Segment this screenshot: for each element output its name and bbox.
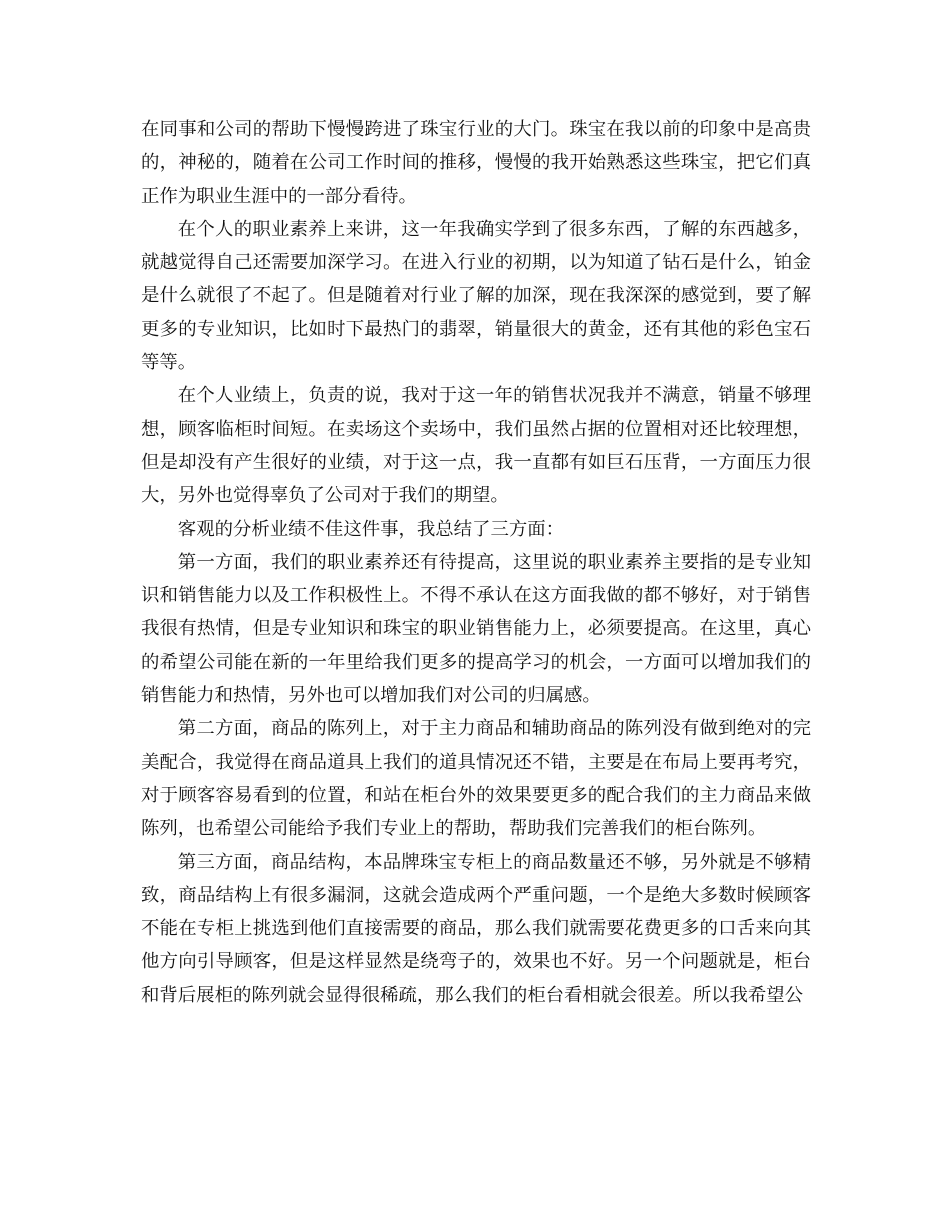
- paragraph-7: 第三方面，商品结构，本品牌珠宝专柜上的商品数量还不够，另外就是不够精致，商品结构上有很多漏洞，这就会造成两个严重问题，一个是绝大多数时候顾客不能在专柜上挑选到他们直接需要的商品，那么我们就需要花费更多的口舌来向其他方向引导顾客，但是这样显然是绕弯子的，效果也不好。另一个问题就是，柜台和背后展柜的陈列就会显得很稀疏，那么我们的柜台看相就会很差。所以我希望公: [141, 851, 811, 1006]
- paragraph-2: 在个人的职业素养上来讲，这一年我确实学到了很多东西，了解的东西越多，就越觉得自己还需要加深学习。在进入行业的初期，以为知道了钻石是什么，铂金是什么就很了不起了。但是随着对行业了解的加深，现在我深深的感觉到，要了解更多的专业知识，比如时下最热门的翡翠，销量很大的黄金，还有其他的彩色宝石等等。: [141, 218, 811, 374]
- paragraph-5: 第一方面，我们的职业素养还有待提高，这里说的职业素养主要指的是专业知识和销售能力以及工作积极性上。不得不承认在这方面我做的都不够好，对于销售我很有热情，但是专业知识和珠宝的职业销售能力上，必须要提高。在这里，真心的希望公司能在新的一年里给我们更多的提高学习的机会，一方面可以增加我们的销售能力和热情，另外也可以增加我们对公司的归属感。: [141, 551, 811, 707]
- paragraph-6: 第二方面，商品的陈列上，对于主力商品和辅助商品的陈列没有做到绝对的完美配合，我觉得在商品道具上我们的道具情况还不错，主要是在布局上要再考究，对于顾客容易看到的位置，和站在柜台外的效果要更多的配合我们的主力商品来做陈列，也希望公司能给予我们专业上的帮助，帮助我们完善我们的柜台陈列。: [141, 718, 811, 840]
- document-body: [141, 113, 811, 1012]
- paragraph-4: 客观的分析业绩不佳这件事，我总结了三方面：: [177, 518, 565, 540]
- paragraph-3: 在个人业绩上，负责的说，我对于这一年的销售状况我并不满意，销量不够理想，顾客临柜时间短。在卖场这个卖场中，我们虽然占据的位置相对还比较理想，但是却没有产生很好的业绩，对于这一点，我一直都有如巨石压背，一方面压力很大，另外也觉得辜负了公司对于我们的期望。: [141, 385, 811, 507]
- paragraph-1: 在同事和公司的帮助下慢慢跨进了珠宝行业的大门。珠宝在我以前的印象中是高贵的，神秘的，随着在公司工作时间的推移，慢慢的我开始熟悉这些珠宝，把它们真正作为职业生涯中的一部分看待。: [141, 119, 811, 207]
